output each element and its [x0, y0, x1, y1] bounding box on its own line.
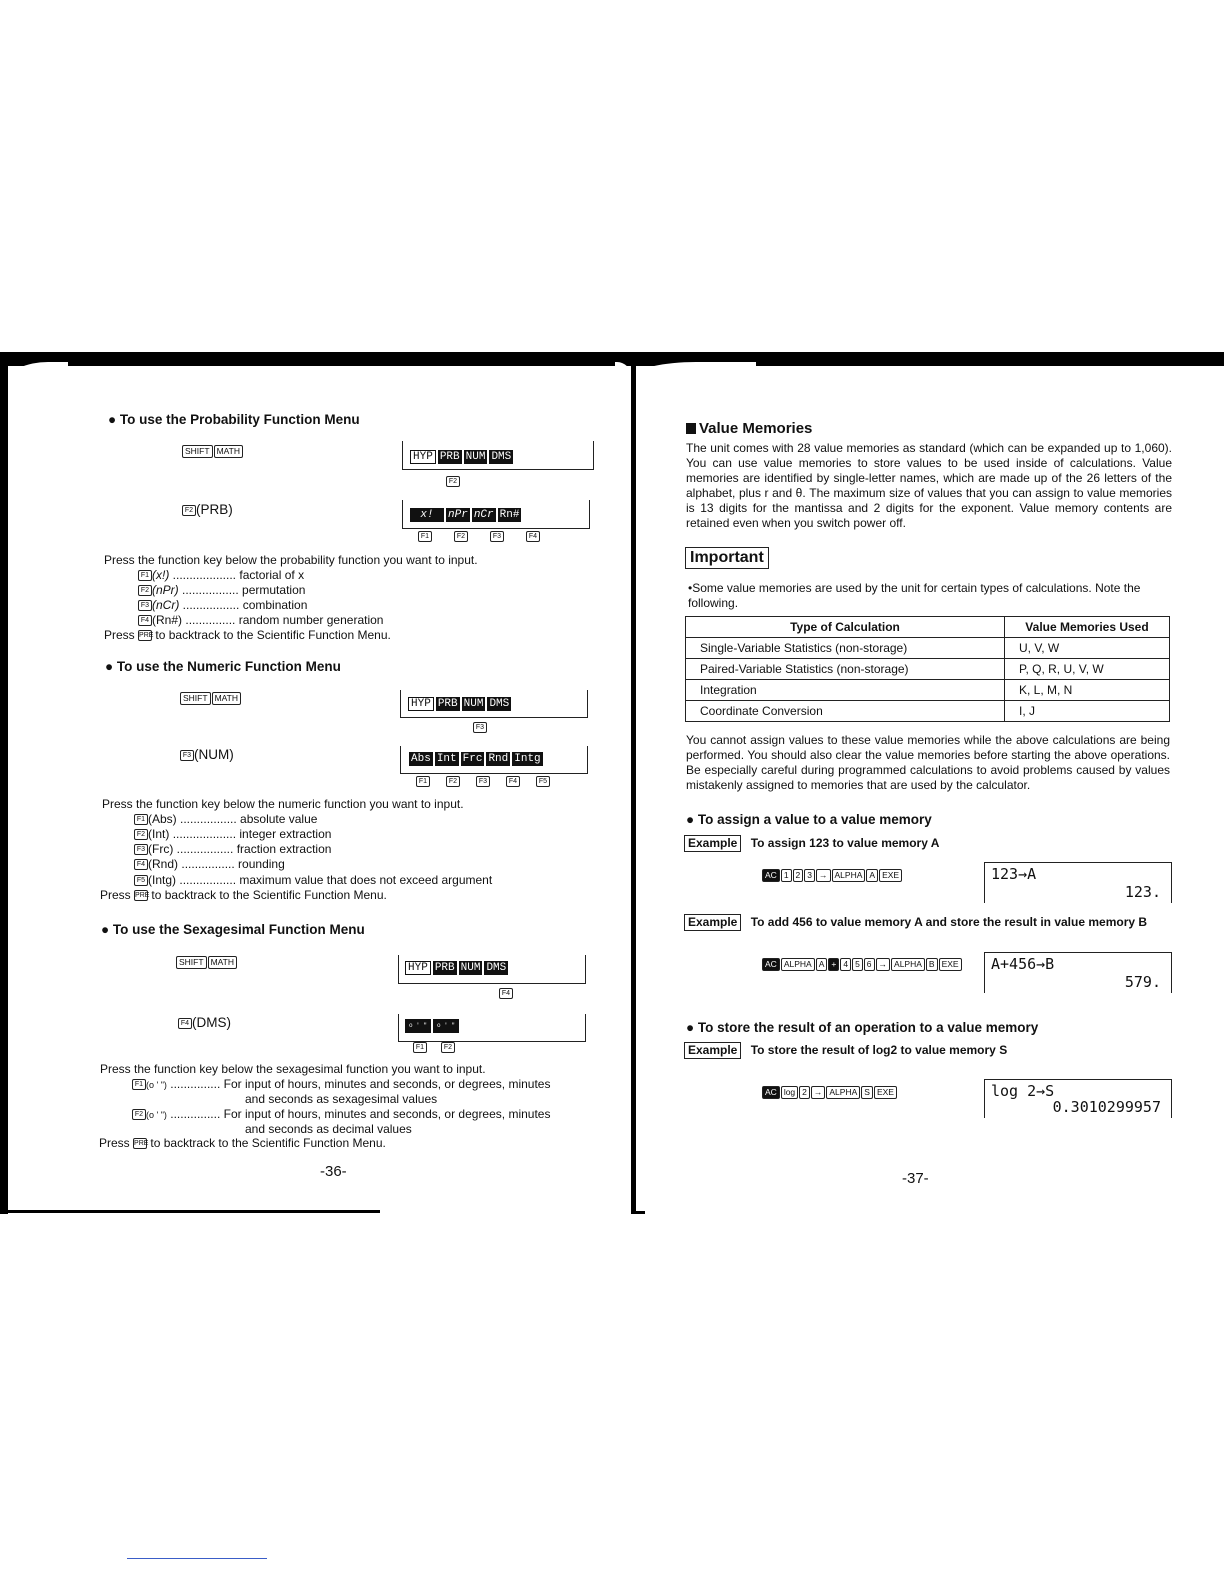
- example-label: Example: [684, 835, 741, 852]
- menu-item: DMS: [489, 698, 510, 710]
- fn-name: (Int): [148, 827, 170, 841]
- table-row: [686, 659, 1170, 680]
- description: integer extraction: [239, 827, 332, 841]
- label-text: (PRB): [196, 502, 233, 517]
- table-header-row: [686, 617, 1170, 638]
- shift-key: SHIFT: [180, 692, 211, 705]
- description: For input of hours, minutes and seconds, or degrees, minutes: [223, 1077, 551, 1091]
- list-item: [134, 842, 331, 856]
- paragraph: Press the function key below the numeric function you want to input.: [102, 797, 464, 811]
- example-2: [684, 914, 1147, 931]
- example-3: [684, 1042, 1007, 1059]
- description: fraction extraction: [236, 842, 332, 856]
- f5-key: F5: [536, 776, 550, 787]
- ac-key: AC: [762, 958, 780, 971]
- list-item: [134, 812, 317, 826]
- fkey-icon: F1: [132, 1079, 146, 1090]
- function-keys: [416, 776, 550, 787]
- fkey-icon: F1: [138, 570, 152, 581]
- label-text: (DMS): [192, 1015, 231, 1030]
- table-cell: Integration: [686, 680, 1005, 701]
- menu-item: Int: [436, 753, 457, 765]
- f3-key: F3: [476, 776, 490, 787]
- page-number: -36-: [320, 1163, 347, 1180]
- digit-key: 1: [781, 869, 792, 882]
- f1-key: F1: [418, 531, 432, 542]
- key-label: [180, 747, 234, 762]
- description: rounding: [238, 857, 285, 871]
- ac-key: AC: [762, 869, 780, 882]
- fkey-icon: F2: [138, 585, 152, 596]
- letter-key: B: [926, 958, 938, 971]
- menu-item: DMS: [491, 451, 512, 463]
- fkey-icon: F2: [132, 1109, 146, 1120]
- assign-key: →: [816, 869, 831, 882]
- example-1: [684, 835, 939, 852]
- f2-key: F2: [446, 776, 460, 787]
- example-text: To add 456 to value memory A and store the result in value memory B: [750, 915, 1148, 929]
- paragraph: [99, 1136, 386, 1150]
- column-header: Value Memories Used: [1005, 617, 1170, 638]
- menu-item: nCr: [473, 509, 494, 521]
- lcd-line-1: 123→A: [991, 865, 1037, 883]
- key-sequence: [176, 956, 238, 969]
- description: maximum value that does not exceed argument: [239, 873, 493, 887]
- example-text: To assign 123 to value memory A: [750, 836, 940, 850]
- square-bullet-icon: [686, 423, 696, 434]
- menu-item: HYP: [408, 697, 434, 711]
- calculator-lcd: [984, 952, 1172, 993]
- leader-dots: ...............: [170, 1107, 221, 1121]
- menu-item: Rnd: [488, 753, 509, 765]
- f4-key: F4: [506, 776, 520, 787]
- table-row: [686, 701, 1170, 722]
- lcd-line-2: 123.: [1124, 883, 1161, 901]
- shift-key: SHIFT: [176, 956, 207, 969]
- example-label: Example: [684, 1042, 741, 1059]
- lcd-line-1: A+456→B: [991, 955, 1055, 973]
- math-key: MATH: [212, 692, 241, 705]
- value-memories-table: [685, 616, 1170, 722]
- pre-key-icon: PRE: [134, 1140, 149, 1148]
- f2-key: F2: [182, 505, 196, 516]
- f2-key: F2: [441, 1042, 455, 1053]
- leader-dots: .................: [180, 812, 237, 826]
- exe-key: EXE: [939, 958, 962, 971]
- menu-item: PRB: [437, 698, 458, 710]
- exe-key: EXE: [874, 1086, 897, 1099]
- menu-bar: [408, 697, 511, 711]
- menu-item: Abs: [411, 753, 431, 765]
- table-cell: P, Q, R, U, V, W: [1005, 659, 1170, 680]
- exe-key: EXE: [879, 869, 902, 882]
- heading-text: Value Memories: [699, 420, 813, 437]
- alpha-key: ALPHA: [832, 869, 866, 882]
- pre-key-icon: PRE: [135, 892, 150, 900]
- fn-name: (nPr): [152, 583, 179, 597]
- list-item: [132, 1107, 550, 1121]
- function-keys: [418, 531, 540, 542]
- table-row: [686, 680, 1170, 701]
- example-text: To store the result of log2 to value memory S: [750, 1043, 1008, 1057]
- page-gutter: [631, 366, 636, 1214]
- menu-item: PRB: [434, 962, 455, 974]
- text: Press: [104, 628, 135, 642]
- important-label: Important: [685, 547, 769, 569]
- label-text: (NUM): [194, 747, 234, 762]
- alpha-key: ALPHA: [781, 958, 815, 971]
- section-heading: ● To use the Numeric Function Menu: [105, 659, 341, 674]
- page-bottom-border: [631, 1211, 645, 1214]
- text: to backtrack to the Scientific Function Menu.: [150, 1136, 386, 1150]
- assign-key: →: [811, 1086, 826, 1099]
- fn-name: (nCr): [152, 598, 180, 612]
- menu-item: o ' ": [433, 1019, 459, 1033]
- f4-key: F4: [526, 531, 540, 542]
- paragraph: [100, 888, 387, 902]
- fn-name: (Rn#): [152, 613, 183, 627]
- menu-bar: [405, 961, 508, 975]
- fkey-icon: F4: [138, 615, 152, 626]
- fkey-icon: F4: [134, 859, 148, 870]
- menu-item: Frc: [462, 753, 483, 765]
- heading-text: To use the Sexagesimal Function Menu: [112, 922, 365, 937]
- fkey-icon: F2: [134, 829, 148, 840]
- leader-dots: ...............: [185, 613, 236, 627]
- menu-item: NUM: [463, 698, 484, 710]
- key-sequence: [182, 445, 244, 458]
- section-heading: ● To use the Sexagesimal Function Menu: [101, 922, 365, 937]
- description: and seconds as decimal values: [245, 1122, 412, 1136]
- key-sequence: [762, 958, 963, 971]
- f2-key: F2: [454, 531, 468, 542]
- key-label: [178, 1015, 231, 1030]
- math-key: MATH: [208, 956, 237, 969]
- list-item: [138, 583, 305, 597]
- f3-key: F3: [180, 750, 194, 761]
- letter-key: S: [861, 1086, 873, 1099]
- fn-name: (Intg): [148, 873, 177, 887]
- key-sequence: [762, 869, 903, 882]
- list-item: [134, 857, 285, 871]
- plus-key: +: [828, 958, 839, 971]
- menu-item: DMS: [486, 962, 507, 974]
- paragraph: The unit comes with 28 value memories as standard (which can be expanded up to 1,060). You can use value memories to store values to be used inside of calculations. Value memories are identified by single-letter names, which are made up of the 26 letters of the alphabet, plus r and θ. The maximum size of values that you can assign to value memories is 13 digits for the mantissa and 2 digits for the exponent. Value memory contents are retained even when you switch power off.: [686, 441, 1172, 530]
- log-key: log: [781, 1086, 798, 1099]
- description: permutation: [242, 583, 306, 597]
- table-cell: Single-Variable Statistics (non-storage): [686, 638, 1005, 659]
- example-label: Example: [684, 914, 741, 931]
- pre-key-icon: PRE: [139, 632, 154, 640]
- heading-text: To use the Numeric Function Menu: [116, 659, 341, 674]
- lcd-line-2: 579.: [1124, 973, 1161, 991]
- table-cell: K, L, M, N: [1005, 680, 1170, 701]
- table-cell: Coordinate Conversion: [686, 701, 1005, 722]
- column-header: Type of Calculation: [686, 617, 1005, 638]
- menu-item: NUM: [460, 962, 481, 974]
- menu-item: HYP: [405, 961, 431, 975]
- text: to backtrack to the Scientific Function Menu.: [151, 888, 387, 902]
- list-item: [138, 613, 383, 627]
- fn-name: (x!): [152, 568, 170, 582]
- list-item: [138, 598, 307, 612]
- section-heading: ● To assign a value to a value memory: [686, 812, 932, 827]
- list-item: [134, 873, 492, 887]
- menu-item: NUM: [465, 451, 486, 463]
- section-heading: ● To store the result of an operation to a value memory: [686, 1020, 1039, 1035]
- paragraph: You cannot assign values to these value memories while the above calculations are being performed. You should also clear the value memories before starting the above operations. Be especially careful during programmed calculations to avoid problems caused by values mistakenly assigned to memories that are used by the calculator.: [686, 733, 1170, 792]
- key-sequence: [762, 1086, 898, 1099]
- section-heading: ● To use the Probability Function Menu: [108, 412, 360, 427]
- alpha-key: ALPHA: [826, 1086, 860, 1099]
- menu-bar: [405, 1019, 459, 1033]
- key-sequence: [180, 692, 242, 705]
- calculator-lcd: [984, 862, 1172, 903]
- description: and seconds as sexagesimal values: [245, 1092, 438, 1106]
- menu-item: Rn#: [499, 509, 520, 521]
- menu-bar: [409, 752, 543, 766]
- fn-name: (o ' "): [146, 1080, 167, 1090]
- lcd-line-1: log 2→S: [991, 1082, 1055, 1100]
- description: random number generation: [238, 613, 384, 627]
- menu-item: HYP: [410, 450, 436, 464]
- menu-item: o ' ": [405, 1019, 431, 1033]
- digit-key: 5: [852, 958, 863, 971]
- fn-name: (o ' "): [146, 1110, 167, 1120]
- fn-name: (Frc): [148, 842, 174, 856]
- description: combination: [242, 598, 308, 612]
- f2-key: F2: [446, 476, 460, 487]
- fkey-icon: F3: [134, 844, 148, 855]
- f3-key: F3: [490, 531, 504, 542]
- table-cell: I, J: [1005, 701, 1170, 722]
- digit-key: 2: [793, 869, 804, 882]
- digit-key: 3: [804, 869, 815, 882]
- list-item: [134, 827, 331, 841]
- list-item: [132, 1077, 550, 1091]
- page-number: -37-: [902, 1170, 929, 1187]
- leader-dots: .................: [176, 842, 234, 856]
- description: absolute value: [240, 812, 318, 826]
- shift-key: SHIFT: [182, 445, 213, 458]
- paragraph: Press the function key below the probability function you want to input.: [104, 553, 478, 567]
- section-heading: [686, 420, 812, 437]
- paragraph: Press the function key below the sexagesimal function you want to input.: [100, 1062, 486, 1076]
- digit-key: 4: [840, 958, 851, 971]
- function-keys: [413, 1042, 455, 1053]
- f1-key: F1: [413, 1042, 427, 1053]
- paragraph: •Some value memories are used by the unit for certain types of calculations. Note the following.: [688, 581, 1141, 610]
- text: Press: [100, 888, 131, 902]
- leader-dots: ...................: [172, 568, 237, 582]
- paragraph: [104, 628, 391, 642]
- fkey-icon: F1: [134, 814, 148, 825]
- f4-key: F4: [178, 1018, 192, 1029]
- leader-dots: ...............: [170, 1077, 221, 1091]
- leader-dots: ................: [181, 857, 235, 871]
- table-cell: Paired-Variable Statistics (non-storage): [686, 659, 1005, 680]
- fkey-icon: F3: [138, 600, 152, 611]
- text: to backtrack to the Scientific Function Menu.: [155, 628, 391, 642]
- leader-dots: .................: [182, 583, 239, 597]
- leader-dots: ...................: [172, 827, 237, 841]
- menu-item: PRB: [439, 451, 460, 463]
- alpha-key: ALPHA: [891, 958, 925, 971]
- page-left-edge: [0, 364, 8, 1214]
- heading-text: To assign a value to a value memory: [697, 812, 932, 827]
- menu-bar: [410, 508, 521, 522]
- text: Press: [99, 1136, 130, 1150]
- menu-item: x!: [410, 508, 444, 522]
- digit-key: 6: [864, 958, 875, 971]
- f4-key: F4: [499, 988, 513, 999]
- fkey-icon: F5: [134, 875, 148, 886]
- assign-key: →: [876, 958, 891, 971]
- leader-dots: .................: [179, 873, 237, 887]
- description: factorial of x: [239, 568, 305, 582]
- table-cell: U, V, W: [1005, 638, 1170, 659]
- table-row: [686, 638, 1170, 659]
- f3-key: F3: [473, 722, 487, 733]
- ac-key: AC: [762, 1086, 780, 1099]
- page-top-border: [0, 352, 1224, 366]
- digit-key: 2: [799, 1086, 810, 1099]
- heading-text: To store the result of an operation to a value memory: [697, 1020, 1039, 1035]
- page-bottom-border: [0, 1210, 380, 1213]
- description: For input of hours, minutes and seconds, or degrees, minutes: [223, 1107, 551, 1121]
- letter-key: A: [866, 869, 878, 882]
- math-key: MATH: [214, 445, 243, 458]
- fn-name: (Abs): [148, 812, 177, 826]
- key-label: [182, 502, 233, 517]
- menu-bar: [410, 450, 513, 464]
- footer-rule: [127, 1558, 267, 1559]
- heading-text: To use the Probability Function Menu: [119, 412, 360, 427]
- calculator-lcd: [984, 1079, 1172, 1118]
- fn-name: (Rnd): [148, 857, 179, 871]
- leader-dots: .................: [182, 598, 240, 612]
- list-item: [138, 568, 304, 582]
- f1-key: F1: [416, 776, 430, 787]
- menu-item: nPr: [448, 509, 468, 521]
- letter-key: A: [816, 958, 828, 971]
- lcd-line-2: 0.3010299957: [1052, 1098, 1161, 1116]
- menu-item: Intg: [514, 753, 541, 765]
